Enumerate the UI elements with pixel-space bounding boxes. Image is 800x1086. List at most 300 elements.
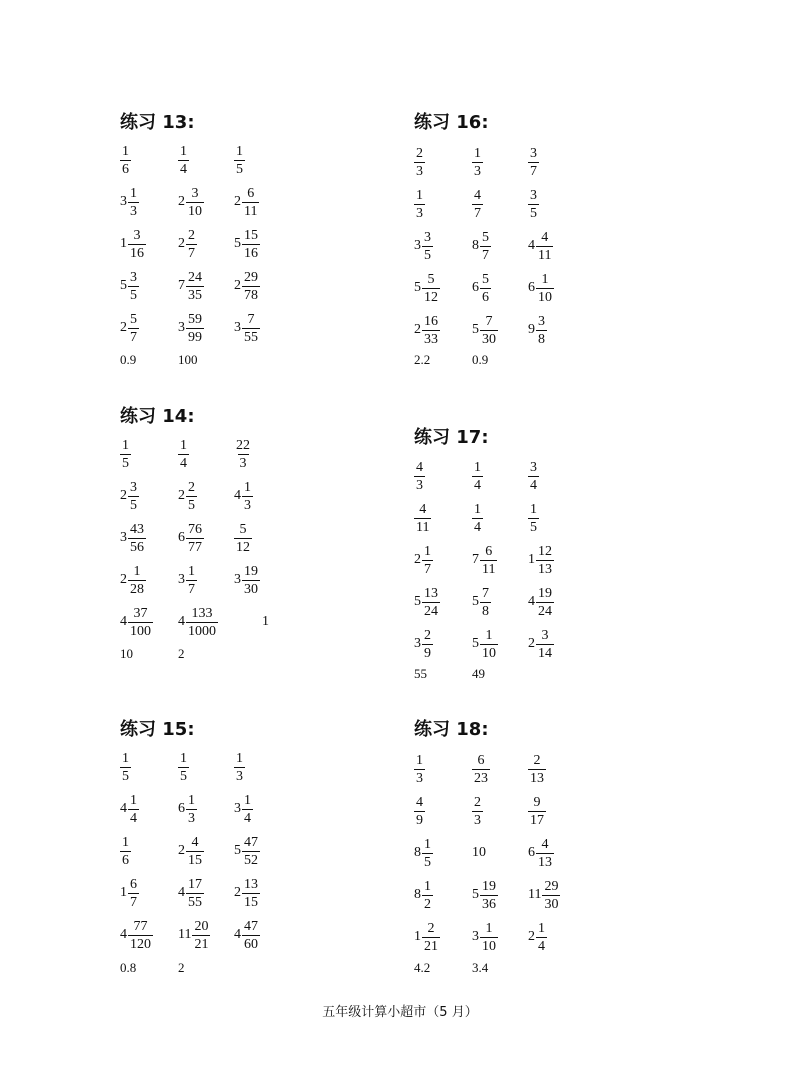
fraction <box>422 314 440 347</box>
denominator: 7 <box>530 163 537 179</box>
whole-number: 5 <box>472 322 479 337</box>
denominator: 11 <box>538 247 552 263</box>
numerator: 9 <box>533 794 541 810</box>
decimal-answer: 2 <box>178 646 185 661</box>
numerator: 24 <box>188 269 202 285</box>
fraction-item <box>120 789 139 829</box>
denominator: 8 <box>482 603 489 619</box>
fraction-item <box>528 498 539 538</box>
fraction-item <box>472 833 486 873</box>
fraction <box>186 877 204 910</box>
fraction <box>480 230 491 263</box>
section-title: 练习 16: <box>414 112 489 133</box>
fraction-item <box>472 624 498 664</box>
denominator: 7 <box>188 581 195 597</box>
decimal-answer: 55 <box>414 666 427 681</box>
numerator: 22 <box>236 437 250 453</box>
denominator: 10 <box>482 938 496 954</box>
fraction <box>536 921 547 954</box>
section-title: 练习 13: <box>120 112 195 133</box>
whole-number: 1 <box>120 236 127 251</box>
whole-number: 2 <box>234 278 241 293</box>
denominator: 7 <box>188 245 195 261</box>
numerator: 1 <box>188 792 195 808</box>
numerator: 2 <box>474 794 481 810</box>
denominator: 3 <box>130 203 137 219</box>
fraction <box>472 146 483 179</box>
whole-number: 3 <box>178 572 185 587</box>
whole-number: 5 <box>414 594 421 609</box>
numerator: 1 <box>130 185 137 201</box>
whole-number: 6 <box>178 530 185 545</box>
decimal-answer: 3.4 <box>472 960 489 975</box>
whole-number: 2 <box>120 572 127 587</box>
fraction <box>472 753 490 786</box>
denominator: 3 <box>474 812 481 828</box>
fraction-item <box>472 791 483 831</box>
denominator: 77 <box>188 539 202 555</box>
fraction <box>234 438 252 471</box>
fraction-item <box>528 142 539 182</box>
page-footer: 五年级计算小超市（5 月） <box>322 1005 478 1020</box>
whole-number: 2 <box>178 843 185 858</box>
numerator: 29 <box>244 269 258 285</box>
fraction <box>480 544 497 577</box>
fraction <box>242 480 253 513</box>
fraction-item <box>414 540 433 580</box>
numerator: 1 <box>541 271 549 287</box>
numerator: 1 <box>133 563 141 579</box>
whole-number: 4 <box>178 614 185 629</box>
numerator: 1 <box>188 563 195 579</box>
fraction-item <box>120 915 153 955</box>
numerator: 1 <box>180 750 187 766</box>
fraction <box>186 835 204 868</box>
numerator: 133 <box>191 605 213 621</box>
whole-number: 3 <box>120 530 127 545</box>
fraction-item <box>528 875 560 915</box>
fraction <box>128 228 146 261</box>
problem-row <box>414 624 734 664</box>
numerator: 19 <box>482 878 496 894</box>
denominator: 17 <box>530 812 544 828</box>
numerator: 77 <box>133 918 148 934</box>
whole-number: 8 <box>472 238 479 253</box>
fraction-item <box>414 310 440 350</box>
whole-number: 2 <box>234 885 241 900</box>
fraction <box>120 144 131 177</box>
fraction-item <box>472 582 491 622</box>
fraction-item <box>120 266 139 306</box>
fraction-item <box>178 224 197 264</box>
fraction <box>414 502 431 535</box>
fraction-item <box>178 747 189 787</box>
denominator: 11 <box>482 561 496 577</box>
numerator: 76 <box>188 521 202 537</box>
fraction-item <box>528 184 539 224</box>
whole-number: 1 <box>528 552 535 567</box>
denominator: 9 <box>424 645 431 661</box>
whole-number: 11 <box>178 927 192 942</box>
fraction <box>528 795 546 828</box>
fraction <box>414 460 425 493</box>
fraction <box>186 606 218 639</box>
whole-number: 2 <box>528 929 535 944</box>
fraction-item <box>528 268 554 308</box>
whole-number: 8 <box>414 887 421 902</box>
fraction-item <box>528 582 554 622</box>
fraction-item <box>414 268 440 308</box>
denominator: 5 <box>424 247 431 263</box>
decimal-answer: 100 <box>178 352 198 367</box>
fraction-item <box>528 791 546 831</box>
whole-number: 4 <box>234 488 241 503</box>
denominator: 1000 <box>188 623 216 639</box>
whole-number: 3 <box>234 572 241 587</box>
fraction <box>480 314 498 347</box>
numerator: 1 <box>130 792 137 808</box>
fraction <box>128 480 139 513</box>
fraction-item <box>120 602 153 642</box>
denominator: 10 <box>538 289 552 305</box>
fraction-item <box>528 226 553 266</box>
denominator: 7 <box>482 247 489 263</box>
numerator: 7 <box>485 313 493 329</box>
denominator: 100 <box>130 623 151 639</box>
denominator: 5 <box>122 455 129 471</box>
denominator: 6 <box>482 289 489 305</box>
problem-row <box>414 310 734 350</box>
fraction-item <box>178 308 204 348</box>
problem-row <box>120 224 440 264</box>
numerator: 2 <box>533 752 541 768</box>
numerator: 5 <box>482 271 489 287</box>
plain-number: 1 <box>262 614 269 629</box>
numerator: 1 <box>485 627 493 643</box>
denominator: 13 <box>538 561 552 577</box>
fraction-item <box>178 434 189 474</box>
fraction-item <box>234 224 260 264</box>
fraction-item <box>234 873 260 913</box>
denominator: 3 <box>474 163 481 179</box>
fraction-item <box>120 308 139 348</box>
fraction <box>472 502 483 535</box>
numerator: 1 <box>122 750 129 766</box>
numerator: 3 <box>424 229 431 245</box>
denominator: 5 <box>122 768 129 784</box>
fraction <box>414 795 425 828</box>
numerator: 13 <box>244 876 258 892</box>
fraction-item <box>414 749 425 789</box>
problem-row <box>414 498 734 538</box>
fraction <box>234 751 245 784</box>
denominator: 30 <box>244 581 258 597</box>
whole-number: 4 <box>120 801 127 816</box>
section-title: 练习 15: <box>120 719 195 740</box>
fraction <box>422 272 440 305</box>
numerator: 7 <box>482 585 489 601</box>
whole-number: 2 <box>120 488 127 503</box>
numerator: 4 <box>541 836 549 852</box>
denominator: 30 <box>544 896 559 912</box>
fraction-item <box>528 624 554 664</box>
denominator: 56 <box>130 539 144 555</box>
fraction <box>120 751 131 784</box>
denominator: 3 <box>416 163 423 179</box>
problem-row <box>414 917 734 957</box>
fraction-item <box>234 789 253 829</box>
whole-number: 5 <box>472 887 479 902</box>
denominator: 7 <box>424 561 431 577</box>
fraction <box>536 230 553 263</box>
fraction <box>480 879 498 912</box>
whole-number: 7 <box>178 278 185 293</box>
whole-number: 6 <box>528 845 535 860</box>
fraction <box>480 272 491 305</box>
fraction <box>242 270 260 303</box>
denominator: 24 <box>424 603 438 619</box>
fraction <box>480 921 498 954</box>
fraction <box>536 544 554 577</box>
denominator: 35 <box>188 287 202 303</box>
numerator: 6 <box>477 752 485 768</box>
denominator: 36 <box>482 896 496 912</box>
decimal-answer: 0.9 <box>472 352 489 367</box>
numerator: 29 <box>544 878 559 894</box>
problem-row <box>120 266 440 306</box>
denominator: 99 <box>188 329 202 345</box>
problem-row <box>414 833 734 873</box>
fraction-item <box>414 226 433 266</box>
fraction <box>242 835 260 868</box>
fraction <box>128 606 153 639</box>
fraction-item <box>528 456 539 496</box>
fraction-item <box>178 560 197 600</box>
fraction <box>242 793 253 826</box>
fraction-item <box>120 476 139 516</box>
fraction <box>186 270 204 303</box>
denominator: 6 <box>122 852 129 868</box>
numerator: 1 <box>474 501 481 517</box>
denominator: 21 <box>194 936 209 952</box>
denominator: 3 <box>416 477 423 493</box>
problem-row <box>120 789 440 829</box>
problem-row <box>120 518 440 558</box>
fraction-item <box>528 833 554 873</box>
fraction <box>242 919 260 952</box>
fraction-item <box>120 831 131 871</box>
fraction <box>186 793 197 826</box>
fraction <box>178 144 189 177</box>
fraction <box>120 835 131 868</box>
fraction <box>528 146 539 179</box>
numerator: 1 <box>122 437 129 453</box>
denominator: 4 <box>474 477 481 493</box>
fraction <box>536 314 547 347</box>
numerator: 16 <box>424 313 438 329</box>
problem-row <box>120 873 440 913</box>
numerator: 59 <box>188 311 202 327</box>
numerator: 13 <box>424 585 438 601</box>
numerator: 1 <box>424 543 431 559</box>
numerator: 1 <box>424 836 431 852</box>
whole-number: 9 <box>528 322 535 337</box>
whole-number: 2 <box>234 194 241 209</box>
whole-number: 4 <box>528 238 535 253</box>
fraction-item <box>178 182 204 222</box>
whole-number: 5 <box>234 236 241 251</box>
denominator: 55 <box>188 894 202 910</box>
denominator: 5 <box>236 161 243 177</box>
numerator: 3 <box>530 145 537 161</box>
problem-row <box>414 749 734 789</box>
whole-number: 6 <box>528 280 535 295</box>
numerator: 1 <box>180 143 187 159</box>
numerator: 19 <box>538 585 552 601</box>
numerator: 3 <box>191 185 199 201</box>
whole-number: 8 <box>414 845 421 860</box>
numerator: 2 <box>416 145 423 161</box>
problem-row <box>120 915 440 955</box>
fraction <box>542 879 560 912</box>
whole-number: 3 <box>414 238 421 253</box>
numerator: 3 <box>133 227 141 243</box>
fraction <box>128 919 153 952</box>
numerator: 3 <box>541 627 549 643</box>
whole-number: 6 <box>472 280 479 295</box>
decimal-answer: 0.9 <box>120 352 137 367</box>
denominator: 4 <box>538 938 545 954</box>
fraction <box>472 188 483 221</box>
problem-row <box>120 182 440 222</box>
numerator: 1 <box>180 437 187 453</box>
whole-number: 5 <box>120 278 127 293</box>
numerator: 5 <box>482 229 489 245</box>
numerator: 1 <box>485 920 493 936</box>
fraction-item <box>120 747 131 787</box>
decimal-answer: 0.8 <box>120 960 137 975</box>
numerator: 4 <box>191 834 199 850</box>
fraction <box>472 460 483 493</box>
problem-row <box>120 140 440 180</box>
fraction-item <box>472 456 483 496</box>
fraction-item <box>472 540 497 580</box>
problem-row <box>120 747 440 787</box>
fraction-item <box>120 873 139 913</box>
denominator: 16 <box>130 245 144 261</box>
numerator: 1 <box>236 750 243 766</box>
fraction <box>128 312 139 345</box>
denominator: 24 <box>538 603 552 619</box>
denominator: 3 <box>239 455 247 471</box>
fraction-item <box>234 747 245 787</box>
fraction <box>234 144 245 177</box>
numerator: 4 <box>474 187 481 203</box>
denominator: 13 <box>530 770 544 786</box>
fraction <box>414 753 425 786</box>
problem-row <box>414 268 734 308</box>
fraction-item <box>262 602 269 642</box>
denominator: 3 <box>416 205 423 221</box>
problem-row <box>414 142 734 182</box>
fraction <box>528 188 539 221</box>
numerator: 47 <box>244 918 258 934</box>
fraction <box>422 544 433 577</box>
fraction-item <box>414 498 431 538</box>
denominator: 55 <box>244 329 258 345</box>
whole-number: 2 <box>528 636 535 651</box>
denominator: 60 <box>244 936 258 952</box>
whole-number: 3 <box>472 929 479 944</box>
fraction-item <box>120 224 146 264</box>
numerator: 6 <box>485 543 493 559</box>
fraction-item <box>528 540 554 580</box>
denominator: 12 <box>236 539 250 555</box>
fraction-item <box>472 498 483 538</box>
fraction-item <box>234 476 253 516</box>
denominator: 10 <box>482 645 496 661</box>
numerator: 37 <box>133 605 148 621</box>
fraction <box>422 628 433 661</box>
whole-number: 7 <box>472 552 479 567</box>
denominator: 23 <box>474 770 488 786</box>
denominator: 15 <box>244 894 258 910</box>
numerator: 1 <box>236 143 243 159</box>
fraction <box>528 753 546 786</box>
whole-number: 5 <box>414 280 421 295</box>
fraction-item <box>234 266 260 306</box>
fraction <box>186 312 204 345</box>
whole-number: 2 <box>414 322 421 337</box>
fraction <box>128 564 146 597</box>
fraction-item <box>472 749 490 789</box>
denominator: 4 <box>180 455 187 471</box>
fraction <box>192 919 210 952</box>
fraction <box>528 502 539 535</box>
denominator: 52 <box>244 852 258 868</box>
section-title: 练习 18: <box>414 719 489 740</box>
whole-number: 3 <box>178 320 185 335</box>
problem-row <box>414 456 734 496</box>
numerator: 2 <box>188 227 195 243</box>
fraction <box>422 879 433 912</box>
denominator: 4 <box>130 810 137 826</box>
numerator: 2 <box>188 479 195 495</box>
whole-number: 4 <box>120 614 127 629</box>
fraction-item <box>234 518 252 558</box>
numerator: 3 <box>538 313 545 329</box>
problem-row <box>120 308 440 348</box>
fraction-item <box>178 831 204 871</box>
fraction-item <box>120 434 131 474</box>
numerator: 7 <box>247 311 255 327</box>
fraction-item <box>178 789 197 829</box>
fraction-item <box>178 518 204 558</box>
denominator: 6 <box>122 161 129 177</box>
fraction-item <box>414 184 425 224</box>
fraction-item <box>528 917 547 957</box>
numerator: 2 <box>427 920 435 936</box>
denominator: 4 <box>180 161 187 177</box>
fraction-item <box>234 915 260 955</box>
denominator: 4 <box>244 810 251 826</box>
fraction <box>242 228 260 261</box>
fraction-item <box>234 140 245 180</box>
numerator: 5 <box>427 271 435 287</box>
numerator: 3 <box>530 459 537 475</box>
fraction-item <box>472 142 483 182</box>
denominator: 5 <box>530 519 537 535</box>
